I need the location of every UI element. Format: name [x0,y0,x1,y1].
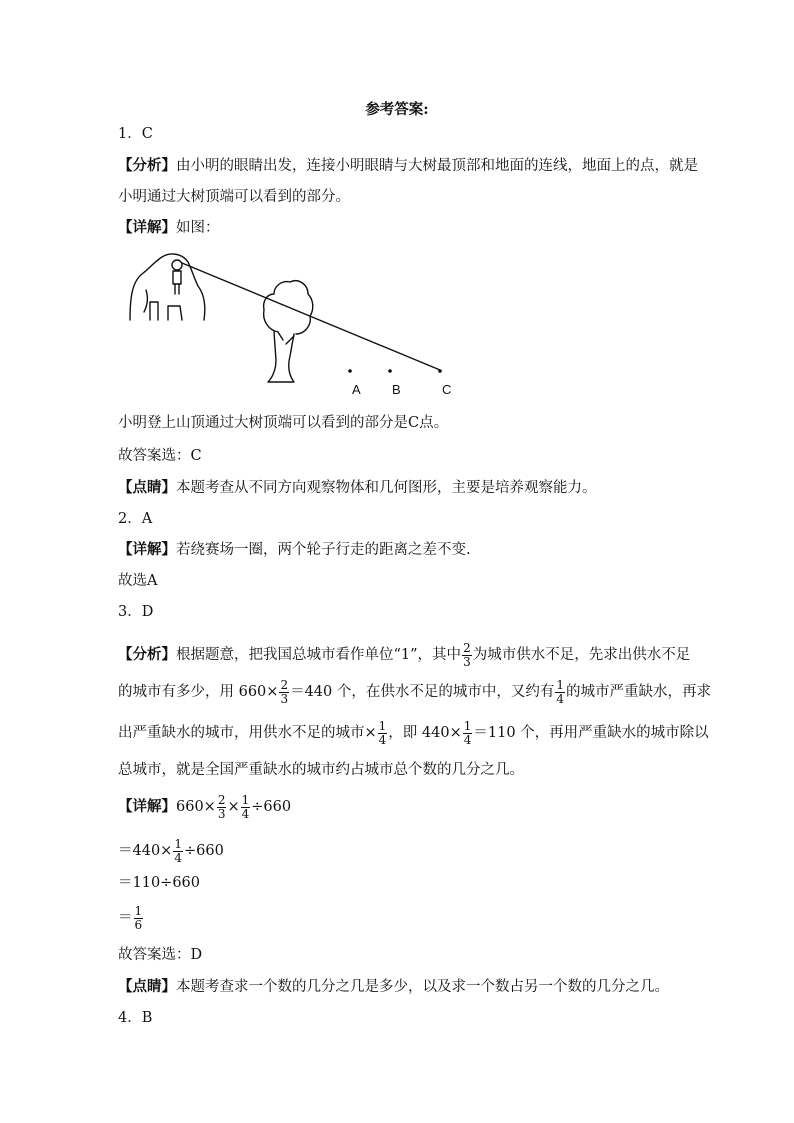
point-c-label: C [442,382,452,397]
step-text: ＝ [118,910,133,926]
q1-comment-text: 本题考查从不同方向观察物体和几何图形，主要是培养观察能力。 [176,480,597,496]
q3-analysis-text: 为城市供水不足，先求出供水不足 [472,647,691,663]
fraction-1-6 [134,905,144,932]
q3-comment-line [118,977,669,997]
q2-answer: 故选A [118,573,158,589]
point-c-marker [438,369,442,373]
figure-drawing [118,250,468,400]
mountain-base-left [150,302,158,320]
sight-line [182,263,440,370]
fraction-numerator: 2 [280,677,289,692]
fraction-numerator: 1 [134,903,143,918]
q3-comment-text: 本题考查求一个数的几分之几是多少，以及求一个数占另一个数的几分之几。 [176,979,669,995]
analysis-tag: 【分析】 [118,157,176,174]
q4-number: 4．B [118,1010,153,1026]
q3-analysis-text: 的城市有多少，用 660× [118,684,279,700]
page-title: 参考答案: [365,101,429,118]
q3-analysis-line-2 [118,677,711,707]
q3-analysis-text: 根据题意，把我国总城市看作单位“1”，其中 [176,647,462,663]
point-b-marker [388,369,392,373]
q1-analysis-text-1: 由小明的眼睛出发，连接小明眼睛与大树最顶部和地面的连线，地面上的点，就是 [176,158,698,174]
mountain-tree-figure [118,250,468,400]
step-text: ÷660 [183,843,224,859]
q1-detail-line [118,218,220,238]
q3-detail-step-4 [118,903,144,933]
fraction-2-3 [462,642,472,669]
fraction-denominator: 3 [280,691,289,706]
fraction-1-4 [555,679,565,706]
comment-tag: 【点睛】 [118,978,176,995]
person-legs [175,284,179,294]
fraction-1-4 [173,838,183,865]
fraction-2-3 [279,679,289,706]
q3-analysis-text: ＝110 个，再用严重缺水的城市除以 [473,725,709,741]
q3-analysis-text: ，即 440× [388,725,462,741]
detail-tag: 【详解】 [118,219,176,236]
fraction-denominator: 4 [556,691,565,706]
q3-detail-step-1 [118,792,291,822]
q3-analysis-line-3 [118,718,709,748]
q1-detail-text: 如图： [176,220,220,236]
fraction-1-4 [241,794,251,821]
fraction-denominator: 4 [463,732,472,747]
fraction-1-4 [463,720,473,747]
fraction-denominator: 6 [134,917,143,932]
q3-answer: 故答案选：D [118,947,203,963]
fraction-denominator: 3 [217,806,226,821]
fraction-1-4 [378,720,388,747]
step-text: × [227,799,240,815]
fraction-numerator: 1 [556,677,565,692]
fraction-numerator: 1 [174,836,182,851]
fraction-denominator: 4 [241,806,250,821]
q3-number: 3．D [118,604,154,620]
q2-detail-line [118,540,471,560]
q3-detail-step-2 [118,836,224,866]
q1-answer: 故答案选：C [118,448,202,464]
fraction-denominator: 4 [378,732,387,747]
point-a-label: A [352,382,361,397]
comment-tag: 【点睛】 [118,479,176,496]
mountain-crack [144,290,147,312]
fraction-numerator: 1 [378,718,387,733]
fraction-numerator: 1 [241,792,250,807]
tree-branch [278,332,294,344]
q1-analysis-line-1 [118,156,698,176]
step-text: ＝440× [118,843,173,859]
point-b-label: B [392,382,401,397]
step-text: 660× [176,799,216,815]
q2-detail-text: 若绕赛场一圈，两个轮子行走的距离之差不变. [176,542,471,558]
fraction-2-3 [217,794,227,821]
person-body [173,271,181,284]
fraction-denominator: 4 [174,850,182,865]
q1-comment-line [118,478,597,498]
fraction-numerator: 2 [217,792,226,807]
detail-tag: 【详解】 [118,541,176,558]
q3-detail-step-3: ＝110÷660 [118,875,201,891]
analysis-tag: 【分析】 [118,646,176,663]
point-a-marker [348,369,352,373]
fraction-denominator: 3 [463,654,471,669]
q3-analysis-line-4: 总城市，就是全国严重缺水的城市约占城市总个数的几分之几。 [118,762,524,778]
detail-tag: 【详解】 [118,798,176,815]
person-head [172,260,182,270]
q3-analysis-text: 的城市严重缺水，再求 [566,684,712,700]
q1-analysis-line-2: 小明通过大树顶端可以看到的部分。 [118,189,350,205]
q1-conclusion: 小明登上山顶通过大树顶端可以看到的部分是C点。 [118,415,449,431]
q3-analysis-line-1 [118,640,690,670]
q3-analysis-text: ＝440 个，在供水不足的城市中，又约有 [290,684,555,700]
fraction-numerator: 2 [463,640,471,655]
fraction-numerator: 1 [463,718,472,733]
mountain-base-right [168,306,182,320]
q3-analysis-text: 出严重缺水的城市，用供水不足的城市× [118,725,377,741]
q1-number: 1．C [118,126,153,142]
q2-number: 2．A [118,511,153,527]
step-text: ÷660 [251,799,292,815]
